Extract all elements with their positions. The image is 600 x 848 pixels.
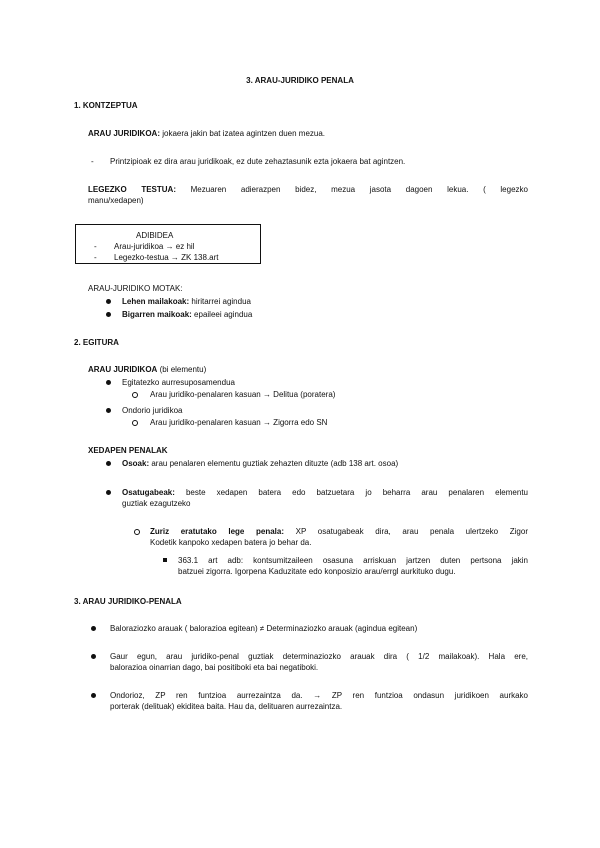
bullet-icon [91, 654, 96, 659]
xedapen-heading: XEDAPEN PENALAK [88, 446, 168, 455]
legezko-testua-definition [88, 184, 528, 206]
section-3-bullet-3-line-2: porterak (delituak) ekiditea baita. Hau da, delituaren aurrezaintza. [110, 702, 343, 711]
circle-bullet-icon [132, 392, 138, 398]
document-title: 3. ARAU-JURIDIKO PENALA [246, 76, 354, 85]
printzipioak-item: Printzipioak ez dira arau juridikoak, ez dute zehaztasunik ezta jokaera bat agintzen. [110, 157, 406, 166]
osoak-item [122, 458, 398, 469]
bullet-icon [106, 299, 111, 304]
arau-term: ARAU JURIDIKOA: [88, 129, 160, 138]
legezko-def-1: Mezuaren adierazpen bidez, mezua jasota dagoen lekua. ( legezko [190, 185, 528, 194]
arau-def: jokaera jakin bat izatea agintzen duen mezua. [162, 129, 326, 138]
element-2-sub: Arau juridiko-penalaren kasuan → Zigorra edo SN [150, 418, 328, 427]
dash-marker: - [91, 157, 94, 166]
arau-heading-text: ARAU JURIDIKOA [88, 365, 158, 374]
example-dash-1: - [94, 242, 97, 251]
example-box [75, 224, 261, 264]
arau-heading-note: (bi elementu) [159, 365, 207, 374]
osatugabeak-text-1: beste xedapen batera edo batzuetara jo beharra arau penalaren elementu [185, 488, 528, 497]
zuriz-item [150, 526, 528, 548]
motak-item-2-term: Bigarren maikoak: [122, 310, 192, 319]
bullet-icon [106, 408, 111, 413]
motak-heading: ARAU-JURIDIKO MOTAK: [88, 284, 183, 293]
element-2-label: Ondorio juridikoa [122, 406, 183, 415]
bullet-icon [106, 490, 111, 495]
motak-item-2 [122, 309, 252, 320]
section-3-bullet-3-line-1: Ondorioz, ZP ren funtzioa aurrezaintza da. → ZP ren funtzioa ondasun juridikoen aurkako [110, 691, 528, 700]
element-1-sub: Arau juridiko-penalaren kasuan → Delitua (poratera) [150, 390, 336, 399]
bullet-icon [106, 312, 111, 317]
arau-juridikoa-definition [88, 128, 325, 139]
osatugabeak-item [122, 487, 528, 509]
legezko-line-1 [88, 184, 528, 195]
legezko-def-2: manu/xedapen) [88, 196, 144, 205]
zuriz-text-2: Kodetik kanpoko xedapen batera jo behar da. [150, 538, 312, 547]
example-item-1: Arau-juridikoa → ez hil [114, 242, 195, 251]
osatugabeak-text-2: guztiak ezagutzeko [122, 499, 191, 508]
zuriz-term: Zuriz eratutako lege penala: [150, 527, 284, 536]
zuriz-line-1 [150, 526, 528, 537]
zuriz-text-1: XP osatugabeak dira, arau penala ulertzeko Zigor [295, 527, 528, 536]
bullet-icon [91, 693, 96, 698]
article-363-item [178, 555, 528, 577]
osoak-text: arau penalaren elementu guztiak zehazten dituzte (adb 138 art. osoa) [151, 459, 399, 468]
osoak-term: Osoak: [122, 459, 150, 468]
section-3-bullet-2 [110, 651, 528, 673]
bullet-icon [106, 461, 111, 466]
article-363-line-1: 363.1 art adb: kontsumitzaileen osasuna arriskuan jartzen duten pertsona jakin [178, 556, 528, 565]
element-1-label: Egitatezko aurresuposamendua [122, 378, 235, 387]
section-1-heading: 1. KONTZEPTUA [74, 101, 138, 110]
example-dash-2: - [94, 253, 97, 262]
example-title: ADIBIDEA [136, 231, 174, 240]
circle-bullet-icon [134, 529, 140, 535]
motak-item-1 [122, 296, 251, 307]
legezko-term: LEGEZKO TESTUA: [88, 185, 176, 194]
motak-item-1-text: hiritarrei agindua [191, 297, 251, 306]
section-3-bullet-1: Baloraziozko arauak ( balorazioa egitean) ≠ Determinaziozko arauak (agindua egitean) [110, 624, 418, 633]
section-3-bullet-2-line-1: Gaur egun, arau juridiko-penal guztiak determinaziozko arauak dira ( 1/2 mailakoak). Hala ere, [110, 652, 528, 661]
section-2-heading: 2. EGITURA [74, 338, 119, 347]
osatugabeak-term: Osatugabeak: [122, 488, 175, 497]
motak-item-1-term: Lehen mailakoak: [122, 297, 190, 306]
bullet-icon [106, 380, 111, 385]
section-3-bullet-3 [110, 690, 528, 712]
square-bullet-icon [163, 558, 167, 562]
section-3-bullet-2-line-2: balorazioa oinarrian dago, bai positiboki eta bai negatiboki. [110, 663, 319, 672]
example-item-2: Legezko-testua → ZK 138.art [114, 253, 219, 262]
circle-bullet-icon [132, 420, 138, 426]
arau-juridikoa-heading [88, 364, 206, 375]
osatugabeak-line-1 [122, 487, 528, 498]
bullet-icon [91, 626, 96, 631]
article-363-line-2: batzuei zigorra. Igorpena Kaduzitate edo konposizio arau/errgl aurkituko dugu. [178, 567, 456, 576]
section-3-heading: 3. ARAU JURIDIKO-PENALA [74, 597, 182, 606]
motak-item-2-text: epaileei agindua [194, 310, 253, 319]
